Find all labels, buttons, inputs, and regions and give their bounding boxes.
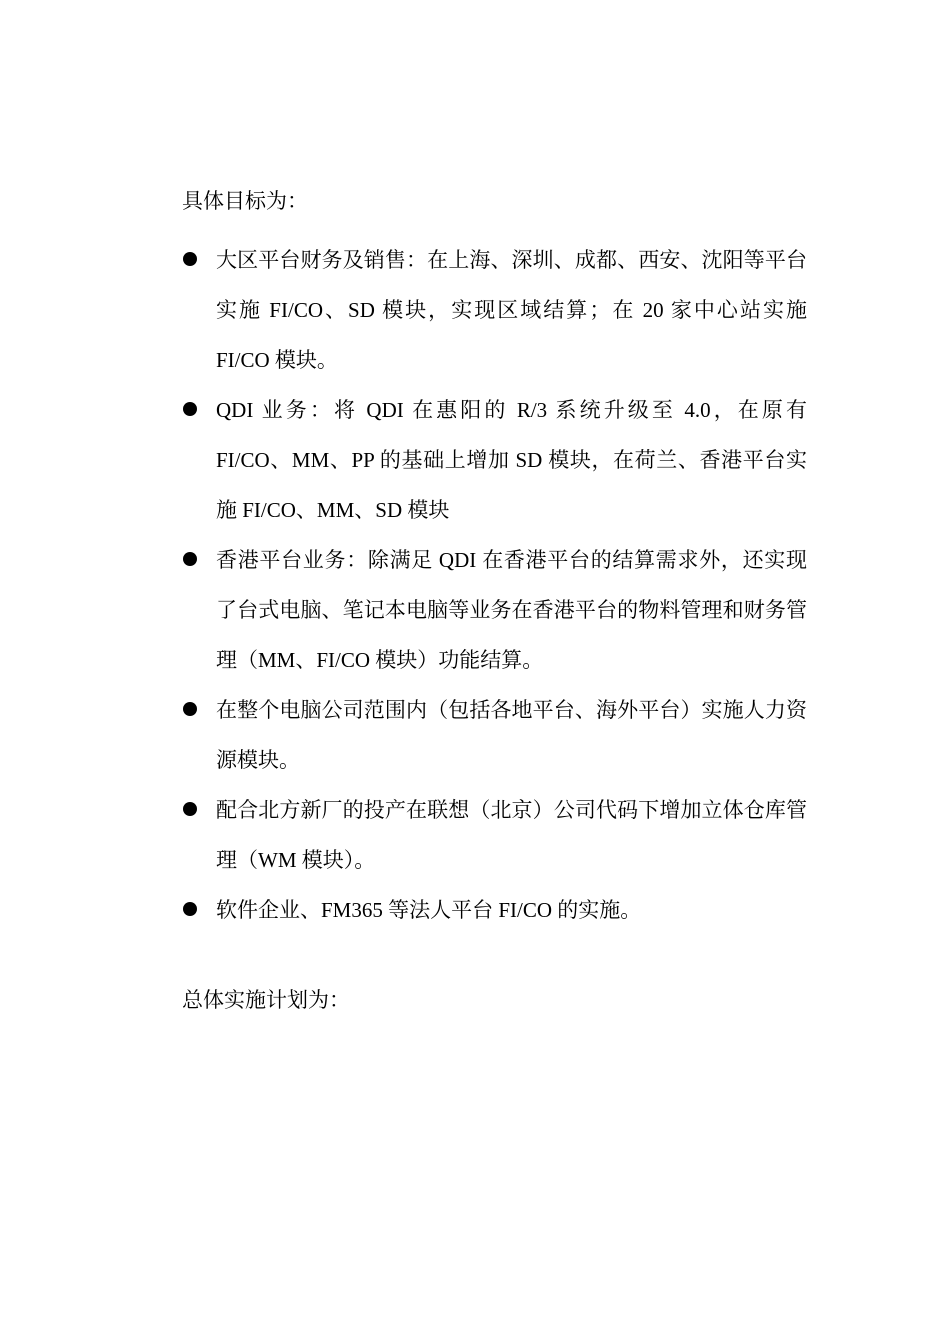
- bullet-icon: [183, 402, 197, 416]
- list-item-text: 大区平台财务及销售：在上海、深圳、成都、西安、沈阳等平台实施 FI/CO、SD 模块，实现区域结算；在 20 家中心站实施 FI/CO 模块。: [216, 248, 807, 372]
- bullet-icon: [183, 802, 197, 816]
- plan-heading: 总体实施计划为：: [182, 988, 350, 1012]
- list-item: [182, 685, 807, 785]
- bullet-icon: [183, 902, 197, 916]
- list-item: [182, 885, 807, 935]
- list-item: [182, 385, 807, 535]
- list-item-text: 香港平台业务：除满足 QDI 在香港平台的结算需求外，还实现了台式电脑、笔记本电脑等业务在香港平台的物料管理和财务管理（MM、FI/CO 模块）功能结算。: [216, 548, 807, 672]
- list-item-text: 软件企业、FM365 等法人平台 FI/CO 的实施。: [216, 898, 642, 922]
- list-item: [182, 535, 807, 685]
- list-item-text: 配合北方新厂的投产在联想（北京）公司代码下增加立体仓库管理（WM 模块）。: [216, 798, 807, 872]
- bullet-icon: [183, 252, 197, 266]
- list-item: [182, 785, 807, 885]
- list-item-text: QDI 业务：将 QDI 在惠阳的 R/3 系统升级至 4.0，在原有 FI/CO、MM、PP 的基础上增加 SD 模块，在荷兰、香港平台实施 FI/CO、MM、SD 模块: [216, 398, 807, 522]
- list-item-text: 在整个电脑公司范围内（包括各地平台、海外平台）实施人力资源模块。: [216, 698, 807, 772]
- bullet-icon: [183, 552, 197, 566]
- bullet-icon: [183, 702, 197, 716]
- list-item: [182, 235, 807, 385]
- goals-list: [182, 235, 807, 935]
- goals-heading: 具体目标为：: [182, 189, 308, 213]
